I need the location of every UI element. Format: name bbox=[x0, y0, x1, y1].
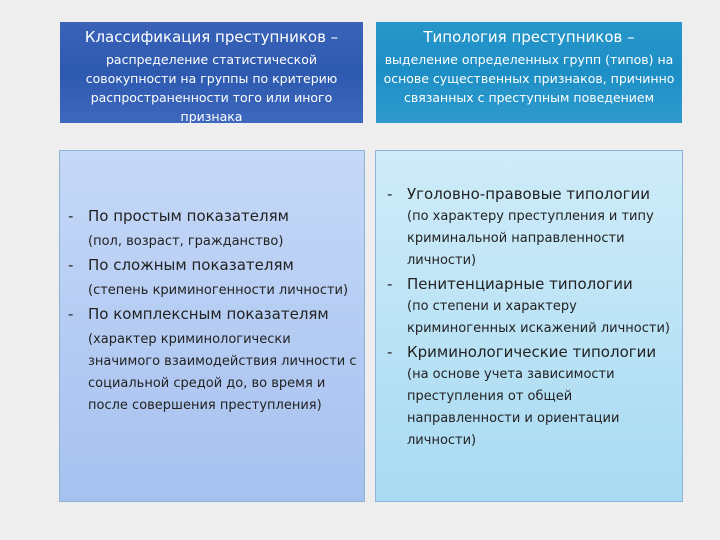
list-item bbox=[387, 182, 681, 272]
list-marker: - bbox=[68, 305, 74, 323]
list-item-title: По комплексным показателям bbox=[88, 305, 329, 323]
list-marker: - bbox=[68, 207, 74, 225]
list-marker: - bbox=[387, 275, 393, 293]
list-item-description: (по степени и характеру криминогенных искажений личности) bbox=[407, 299, 670, 336]
list-item-description: (характер криминологически значимого взаимодействия личности с социальной средой до, во время и после совершения преступления) bbox=[88, 332, 357, 413]
list-item-title: Пенитенциарные типологии bbox=[407, 275, 633, 293]
list-item-title: По простым показателям bbox=[88, 207, 289, 225]
list-marker: - bbox=[387, 185, 393, 203]
list-item bbox=[68, 204, 360, 253]
list-item bbox=[68, 302, 360, 417]
classification-definition: распределение статистической совокупности на группы по критерию распространенности того или иного признака bbox=[85, 52, 338, 124]
list-marker: - bbox=[387, 343, 393, 361]
list-item-description: (по характеру преступления и типу криминальной направленности личности) bbox=[407, 209, 654, 268]
list-item bbox=[387, 340, 681, 452]
typology-title: Типология преступников – bbox=[423, 28, 635, 46]
list-item-title: По сложным показателям bbox=[88, 256, 294, 274]
list-item bbox=[387, 272, 681, 340]
typology-list bbox=[387, 182, 681, 452]
list-item-description: (на основе учета зависимости преступления от общей направленности и ориентации личности) bbox=[407, 367, 620, 448]
list-marker: - bbox=[68, 256, 74, 274]
list-item-description: (степень криминогенности личности) bbox=[88, 283, 349, 298]
typology-definition: выделение определенных групп (типов) на основе существенных признаков, причинно связанных с преступным поведением bbox=[383, 52, 675, 105]
typology-header bbox=[376, 22, 682, 123]
list-item-title: Уголовно-правовые типологии bbox=[407, 185, 651, 203]
classification-list bbox=[68, 204, 360, 417]
list-item bbox=[68, 253, 360, 302]
list-item-description: (пол, возраст, гражданство) bbox=[88, 234, 284, 249]
classification-title: Классификация преступников – bbox=[84, 28, 339, 46]
classification-header bbox=[60, 22, 363, 123]
list-item-title: Криминологические типологии bbox=[407, 343, 657, 361]
